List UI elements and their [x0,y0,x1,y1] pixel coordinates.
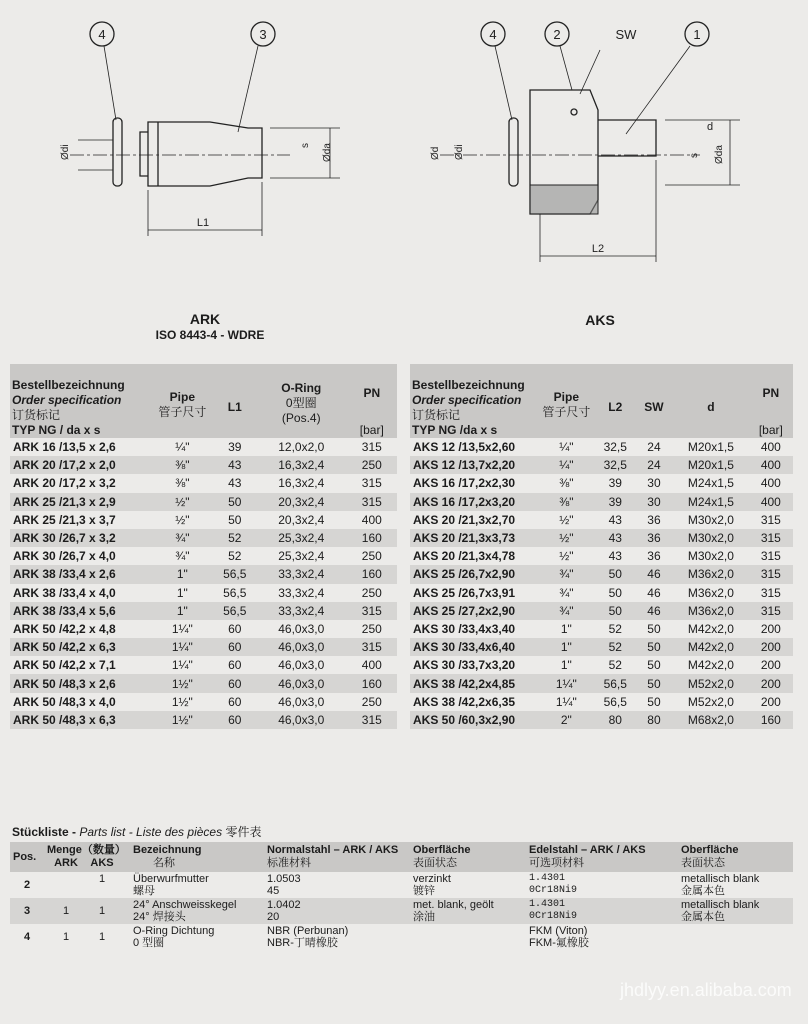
ark-cell: 33,3x2,4 [256,565,347,583]
aks-table-row [410,674,793,692]
ark-cell: 52 [228,549,242,564]
aks-cell: 315 [749,565,793,583]
dim-l2: L2 [591,243,605,255]
aks-cell: ⅜" [537,493,596,511]
ark-cell: ARK 50 /48,3 x 4,0 [13,694,116,709]
ark-cell: 60 [214,674,256,692]
ark-cell: ⅜" [175,476,190,491]
aks-cell: 50 [647,658,661,673]
ark-cell: 160 [347,674,397,692]
ark-table-row [10,656,397,674]
aks-cell: 39 [608,476,622,491]
aks-cell: M24x1,5 [673,493,749,511]
aks-spec-table [410,364,793,729]
aks-cell: M42x2,0 [687,658,734,673]
aks-table-row [410,493,793,511]
ark-table-row [10,511,397,529]
ark-cell: 1½" [151,674,213,692]
ark-cell: ARK 38 /33,4 x 4,0 [13,585,116,600]
ark-table-row [10,493,397,511]
ark-table-row [10,674,397,692]
aks-cell: M24x1,5 [687,476,734,491]
ark-table-row [10,529,397,547]
aks-cell: 50 [635,638,673,656]
aks-cell: 315 [749,602,793,620]
aks-cell: 46 [635,602,673,620]
aks-cell: M30x2,0 [687,512,734,527]
aks-cell: 400 [760,476,781,491]
ark-cell: ¾" [151,529,213,547]
aks-cell: 50 [635,674,673,692]
ark-col-oring: O-Ring 0型圈 (Pos.4) [256,364,347,438]
aks-cell: ½" [559,549,574,564]
ark-table-row [10,693,397,711]
ark-cell: 1" [176,585,188,600]
aks-cell: ¾" [537,565,596,583]
aks-oring-shape [509,118,518,186]
aks-cell: 400 [749,493,793,511]
ark-cell: ⅜" [151,456,213,474]
ark-cell: 50 [228,512,242,527]
ark-cell: 1¼" [171,621,193,636]
aks-cell: M42x2,0 [687,621,734,636]
aks-cell: 52 [608,658,622,673]
aks-cell: M52x2,0 [673,674,749,692]
parts-col-ober2: Oberfläche 表面状态 [678,842,793,872]
ark-table-row [10,565,397,583]
ark-cell: 25,3x2,4 [256,529,347,547]
caption-ark-sub: ISO 8443-4 - WDRE [155,328,265,342]
caption-aks: AKS [585,312,615,328]
ark-cell: 39 [228,440,242,455]
aks-col-d: d [673,364,749,438]
ark-table-row [10,602,397,620]
parts-col-edel: Edelstahl – ARK / AKS 可选项材料 [526,842,678,872]
aks-cell: 36 [647,512,661,527]
ark-cell: 46,0x3,0 [278,658,325,673]
ark-cell: 1½" [151,711,213,729]
aks-cell: 1¼" [537,674,596,692]
parts-row: 2 1 Überwurfmutter 螺母 1.0503 45 verzinkt 镀锌 1.4301 0Cr18Ni9 metallisch blank 金属本色 [23,873,760,897]
ark-cell: ½" [175,512,190,527]
ark-cell: ARK 50 /42,2 x 6,3 [10,638,151,656]
aks-cell: ¾" [537,602,596,620]
aks-cell: AKS 30 /33,4x6,40 [410,638,537,656]
aks-cell: ¾" [559,585,574,600]
ark-cell: 20,3x2,4 [256,493,347,511]
aks-cell: 80 [635,711,673,729]
parts-list-title: Stückliste - Parts list - Liste des pièces 零件表 [12,825,262,839]
aks-cell: M42x2,0 [673,638,749,656]
ark-cell: 33,3x2,4 [278,585,325,600]
ark-cell: 46,0x3,0 [256,674,347,692]
aks-cell: 200 [760,694,781,709]
parts-list-table [10,842,793,950]
aks-cell: 30 [647,476,661,491]
ark-cell: 60 [214,638,256,656]
ark-cell: 16,3x2,4 [256,456,347,474]
dim-di-right: Ødi [454,144,465,160]
aks-cell: ⅜" [559,476,574,491]
aks-table-row [410,547,793,565]
ark-cell: ARK 16 /13,5 x 2,6 [13,440,116,455]
aks-table-row [410,529,793,547]
aks-cell: AKS 30 /33,7x3,20 [413,658,516,673]
ark-cell: ½" [151,493,213,511]
aks-cell: 30 [635,493,673,511]
ark-cell: ARK 25 /21,3 x 3,7 [13,512,116,527]
aks-cell: M30x2,0 [687,549,734,564]
ark-cell: 46,0x3,0 [278,694,325,709]
aks-cell: 52 [608,621,622,636]
aks-cell: 50 [596,565,635,583]
ark-cell: 56,5 [223,585,247,600]
aks-cell: AKS 16 /17,2x3,20 [410,493,537,511]
aks-cell: M20x1,5 [673,456,749,474]
aks-cell: 200 [749,674,793,692]
ark-cell: 250 [361,621,382,636]
ark-cell: ¾" [175,549,190,564]
aks-table-row [410,602,793,620]
aks-cell: 24 [647,440,661,455]
ark-cell: 315 [361,440,382,455]
ark-cell: 20,3x2,4 [278,512,325,527]
aks-table-row [410,711,793,729]
ark-cell: 46,0x3,0 [278,621,325,636]
ark-cell: 250 [361,694,382,709]
ark-cell: ARK 25 /21,3 x 2,9 [10,493,151,511]
ark-cell: 60 [228,621,242,636]
aks-col-pipe: Pipe 管子尺寸 [537,364,596,438]
ark-cell: ARK 38 /33,4 x 2,6 [10,565,151,583]
aks-cell: 56,5 [596,674,635,692]
ark-cell: 33,3x2,4 [256,602,347,620]
aks-cell: 1" [560,658,572,673]
aks-cell: AKS 12 /13,5x2,60 [413,440,516,455]
aks-cell: 46 [647,585,661,600]
ark-cell: 1" [151,565,213,583]
aks-table-row [410,656,793,674]
aks-cell: 315 [760,512,781,527]
ark-cell: 250 [361,585,382,600]
ark-cell: 1" [151,602,213,620]
ark-cell: 25,3x2,4 [278,549,325,564]
aks-cell: 43 [596,529,635,547]
aks-table-row [410,620,793,638]
aks-cell: ¼" [559,440,574,455]
aks-col-order: Bestellbezeichnung Order specification 订货标记 TYP NG /da x s [410,364,537,438]
aks-cell: M30x2,0 [673,529,749,547]
aks-cell: 315 [760,549,781,564]
ark-table-row [10,584,397,602]
ark-col-pn: PN [bar] [347,364,397,438]
callout-sw: SW [615,27,637,42]
ark-cell: 1½" [171,694,193,709]
dim-da-left: Øda [322,143,333,162]
aks-cell: 315 [749,529,793,547]
aks-cell: 315 [760,585,781,600]
aks-cell: ½" [537,529,596,547]
ark-cell: ARK 50 /48,3 x 6,3 [10,711,151,729]
parts-col-normal: Normalstahl – ARK / AKS 标准材料 [264,842,410,872]
aks-cell: 46 [635,565,673,583]
ark-cell: 315 [361,476,382,491]
aks-cell: 200 [749,638,793,656]
aks-cell: 200 [760,658,781,673]
dim-d-right: Ød [430,146,441,160]
aks-cell: AKS 50 /60,3x2,90 [410,711,537,729]
aks-cell: 50 [647,694,661,709]
aks-table-row [410,638,793,656]
parts-row: 3 1 1 24° Anschweisskegel 24° 焊接头 1.0402 20 met. blank, geölt 涂油 1.4301 0Cr18Ni9 metallisch blank 金属本色 [10,898,793,924]
aks-col-sw: SW [635,364,673,438]
aks-cell: AKS 30 /33,4x3,40 [413,621,516,636]
ark-cell: 160 [347,565,397,583]
aks-cell: 1¼" [555,694,577,709]
ark-cell: 60 [214,711,256,729]
ark-cell: ARK 50 /48,3 x 2,6 [10,674,151,692]
aks-cell: 50 [608,585,622,600]
aks-cell: AKS 16 /17,2x2,30 [413,476,516,491]
aks-cell: 32,5 [596,456,635,474]
ark-col-order: Bestellbezeichnung Order specification 订货标记 TYP NG / da x s [10,364,151,438]
aks-table-body [410,438,793,729]
ark-cell: ARK 38 /33,4 x 5,6 [10,602,151,620]
aks-cell: AKS 20 /21,3x2,70 [413,512,516,527]
ark-cell: 315 [347,711,397,729]
ark-oring-shape [113,118,122,186]
aks-cell: 43 [608,549,622,564]
aks-table-row [410,565,793,583]
callout-4-left: 4 [98,27,106,42]
ark-cell: 46,0x3,0 [256,638,347,656]
aks-cell: AKS 38 /42,2x6,35 [413,694,516,709]
aks-cell: 32,5 [603,440,627,455]
ark-cell: ARK 50 /42,2 x 4,8 [13,621,116,636]
parts-col-menge: Menge（数量） ARK AKS [44,842,130,872]
aks-cell: 160 [749,711,793,729]
aks-table-row [410,584,793,602]
aks-table-row [410,693,793,711]
ark-col-pipe: Pipe 管子尺寸 [151,364,213,438]
ark-cell: ARK 30 /26,7 x 4,0 [13,549,116,564]
ark-cell: 400 [361,658,382,673]
aks-cell: AKS 25 /26,7x3,91 [413,585,516,600]
ark-cell: 400 [361,512,382,527]
aks-cell: 400 [760,440,781,455]
ark-table-row [10,620,397,638]
aks-cell: M36x2,0 [673,602,749,620]
aks-cell: ½" [559,512,574,527]
dim-da-right: Øda [714,145,725,164]
dim-s-right: s [689,153,700,158]
dim-d: d [706,121,714,133]
ark-cell: 52 [214,529,256,547]
aks-cell: 1" [560,621,572,636]
ark-cell: 56,5 [214,602,256,620]
ark-cell: 60 [228,694,242,709]
ark-cell: 250 [361,549,382,564]
ark-cell: 1¼" [151,638,213,656]
aks-cell: M52x2,0 [687,694,734,709]
aks-table-row [410,511,793,529]
parts-col-bez: Bezeichnung 名称 [130,842,264,872]
caption-ark: ARK [189,311,221,327]
technical-drawing [0,0,808,345]
aks-cell: 52 [596,638,635,656]
aks-cell: 39 [596,493,635,511]
aks-cell: AKS 38 /42,2x4,85 [410,674,537,692]
dim-l1: L1 [196,217,210,229]
ark-table-row [10,474,397,492]
aks-cell: M36x2,0 [673,565,749,583]
aks-cell: M36x2,0 [687,585,734,600]
aks-col-l2: L2 [596,364,635,438]
aks-cell: 36 [635,529,673,547]
parts-col-ober: Oberfläche 表面状态 [410,842,526,872]
aks-table-row [410,438,793,456]
parts-col-pos: Pos. [10,842,44,872]
callout-1: 1 [693,27,701,42]
ark-cell: ARK 20 /17,2 x 2,0 [10,456,151,474]
ark-cell: 56,5 [214,565,256,583]
aks-col-pn: PN [bar] [749,364,793,438]
aks-table-row [410,474,793,492]
aks-cell: M20x1,5 [687,440,734,455]
ark-cell: 160 [347,529,397,547]
ark-cell: 50 [214,493,256,511]
ark-cell: 250 [347,456,397,474]
callout-3: 3 [259,27,267,42]
ark-weld-cone-shape [148,122,262,186]
ark-spec-table [10,364,397,729]
dim-s-left: s [300,143,311,148]
ark-table-row [10,711,397,729]
aks-cell: AKS 25 /27,2x2,90 [410,602,537,620]
ark-cell: 1¼" [171,658,193,673]
ark-table-row [10,456,397,474]
callout-4-right: 4 [489,27,497,42]
ark-cell: 16,3x2,4 [278,476,325,491]
aks-cell: M68x2,0 [673,711,749,729]
aks-cell: 1" [537,638,596,656]
ark-cell: 43 [214,456,256,474]
ark-table-row [10,438,397,456]
ark-cell: 315 [347,602,397,620]
aks-cell: 36 [647,549,661,564]
callout-2: 2 [553,27,561,42]
aks-cone-shape [598,120,656,156]
aks-cell: AKS 20 /21,3x4,78 [413,549,516,564]
aks-table-row [410,456,793,474]
ark-cell: ARK 50 /42,2 x 7,1 [13,658,116,673]
ark-cell: ¼" [175,440,190,455]
ark-col-l1: L1 [214,364,256,438]
aks-cell: AKS 12 /13,7x2,20 [410,456,537,474]
aks-cell: 400 [749,456,793,474]
parts-row: 4 1 1 O-Ring Dichtung 0 型圈 NBR (Perbunan) NBR-丁晴橡胶 FKM (Viton) FKM-氟橡胶 [23,925,589,949]
ark-cell: 315 [347,638,397,656]
aks-cell: 24 [635,456,673,474]
aks-cell: 50 [596,602,635,620]
aks-cell: 200 [760,621,781,636]
ark-cell: ARK 30 /26,7 x 3,2 [10,529,151,547]
ark-cell: 12,0x2,0 [278,440,325,455]
aks-cell: AKS 25 /26,7x2,90 [410,565,537,583]
ark-cell: 315 [347,493,397,511]
ark-cell: 46,0x3,0 [256,711,347,729]
aks-cell: 43 [608,512,622,527]
ark-table-row [10,547,397,565]
aks-cell: 2" [537,711,596,729]
ark-cell: 43 [228,476,242,491]
ark-cell: 60 [228,658,242,673]
dim-di-left: Ødi [60,144,71,160]
ark-cell: ARK 20 /17,2 x 3,2 [13,476,116,491]
aks-cell: 50 [647,621,661,636]
ark-table-row [10,638,397,656]
aks-cell: 80 [596,711,635,729]
watermark-text: jhdlyy.en.alibaba.com [620,980,792,1000]
ark-table-body [10,438,397,729]
aks-cell: ¼" [537,456,596,474]
aks-cell: AKS 20 /21,3x3,73 [410,529,537,547]
aks-cell: 56,5 [603,694,627,709]
